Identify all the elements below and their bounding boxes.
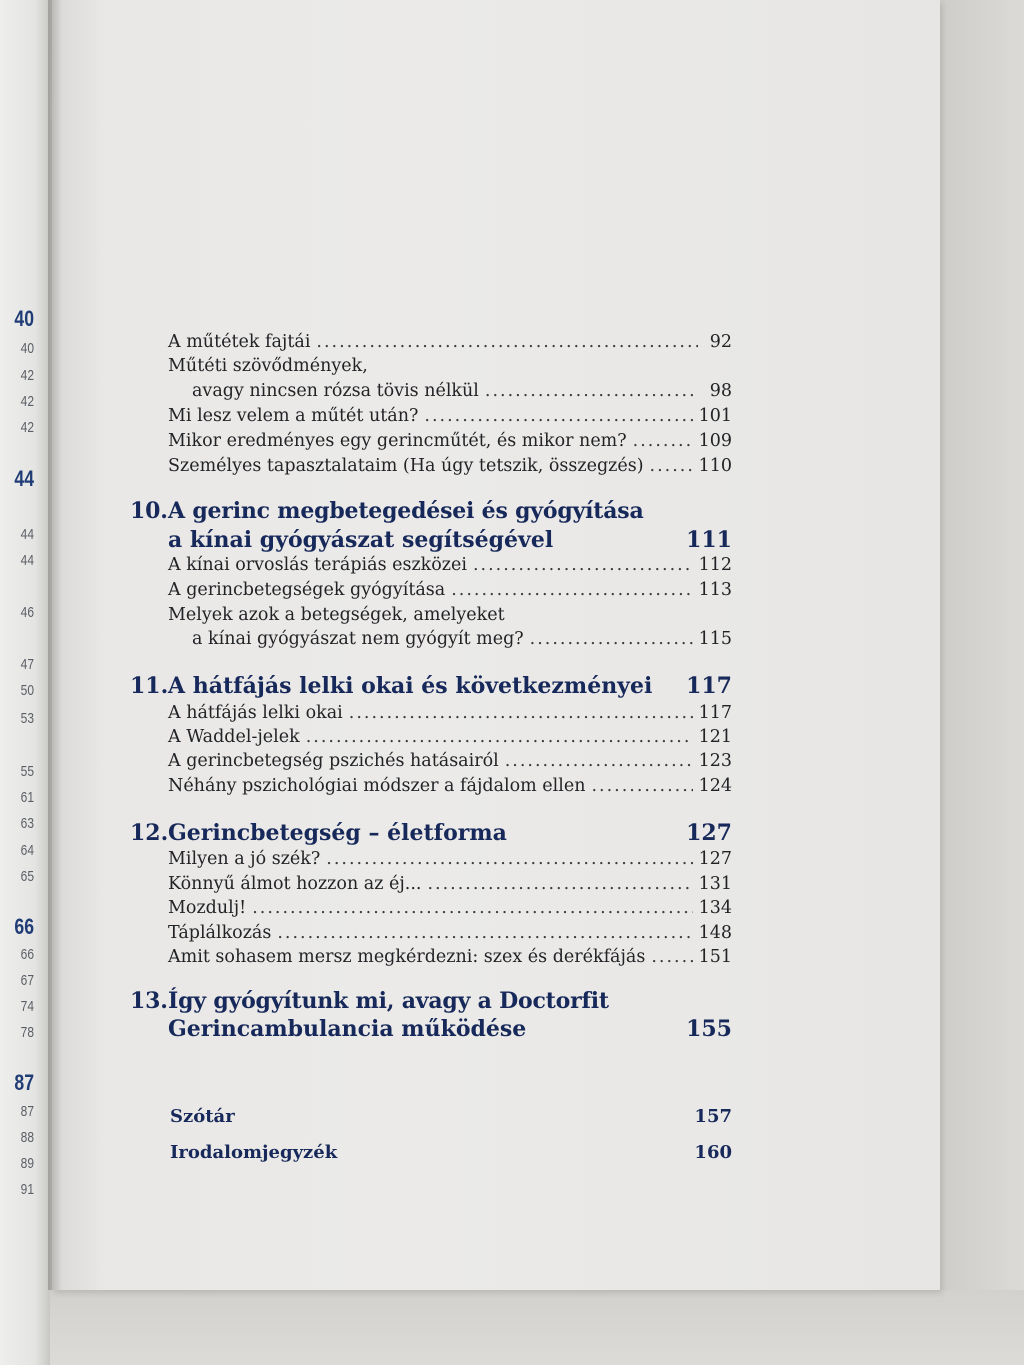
entry-title: Táplálkozás [168, 923, 272, 943]
entry-title: A gerincbetegségek gyógyítása [168, 580, 446, 600]
margin-number: 42 [20, 419, 34, 436]
entry-title: Mi lesz velem a műtét után? [168, 406, 419, 426]
entry-title: Néhány pszichológiai módszer a fájdalom ellen [168, 776, 586, 796]
entry-page: 101 [698, 406, 732, 426]
margin-number: 42 [20, 393, 34, 410]
back-matter-entry [170, 1140, 732, 1166]
margin-number: 55 [20, 763, 34, 780]
chapter-page: 155 [686, 1016, 732, 1042]
margin-number: 40 [14, 306, 35, 331]
entry-page: 123 [698, 751, 732, 771]
toc-entry [168, 846, 732, 872]
entry-page: 121 [698, 727, 732, 747]
margin-number: 61 [20, 789, 34, 806]
margin-number: 74 [20, 998, 34, 1015]
chapter-heading-line2 [168, 1014, 732, 1044]
dot-leader [277, 920, 692, 946]
entry-title: Milyen a jó szék? [168, 849, 321, 869]
dot-leader [316, 329, 698, 355]
dot-leader [326, 846, 692, 872]
entry-page: 115 [698, 629, 732, 649]
margin-number: 66 [20, 946, 34, 963]
margin-number: 87 [20, 1103, 34, 1120]
margin-number: 44 [20, 552, 34, 569]
margin-number: 64 [20, 842, 34, 859]
entry-title: Szótár [170, 1106, 235, 1127]
entry-title: avagy nincsen rózsa tövis nélkül [192, 381, 479, 401]
dot-leader [651, 944, 692, 970]
margin-number: 65 [20, 868, 34, 885]
toc-entry [168, 773, 732, 799]
dot-leader [427, 871, 692, 897]
entry-title: Mozdulj! [168, 898, 247, 918]
entry-title: A Waddel-jelek [168, 727, 300, 747]
dot-leader [252, 895, 692, 921]
toc-entry [168, 724, 732, 750]
chapter-page: 111 [686, 527, 732, 553]
back-matter-entry [170, 1104, 732, 1130]
toc-entry [168, 871, 732, 897]
toc-entry [192, 378, 732, 404]
margin-number: 44 [14, 466, 35, 491]
toc-entry [168, 944, 732, 970]
entry-title: A kínai orvoslás terápiás eszközei [168, 555, 467, 575]
toc-entry [168, 453, 732, 479]
entry-page: 113 [698, 580, 732, 600]
entry-title: a kínai gyógyászat nem gyógyít meg? [192, 629, 524, 649]
entry-page: 127 [698, 849, 732, 869]
entry-title: Mikor eredményes egy gerincműtét, és mikor nem? [168, 431, 627, 451]
margin-number: 91 [20, 1181, 34, 1198]
toc-entry [168, 700, 732, 726]
dot-leader [505, 748, 693, 774]
dot-leader [591, 773, 692, 799]
margin-number: 88 [20, 1129, 34, 1146]
chapter-page: 117 [686, 673, 732, 699]
chapter-title-line2: Gerincambulancia működése [168, 1016, 527, 1042]
background-bottom [0, 1290, 1024, 1365]
chapter-title: A hátfájás lelki okai és következményei [168, 673, 653, 699]
dot-leader [451, 577, 692, 603]
chapter-title: Gerincbetegség – életforma [168, 820, 507, 846]
toc-entry [168, 552, 732, 578]
margin-number: 67 [20, 972, 34, 989]
entry-page: 131 [698, 874, 732, 894]
entry-title: Amit sohasem mersz megkérdezni: szex és derékfájás [168, 947, 646, 967]
chapter-heading [130, 986, 732, 1016]
margin-number: 87 [14, 1070, 35, 1095]
chapter-heading [130, 496, 732, 526]
dot-leader [485, 378, 698, 404]
entry-title: A műtétek fajtái [168, 332, 311, 352]
dot-leader [530, 626, 693, 652]
chapter-page: 127 [686, 820, 732, 846]
margin-number: 50 [20, 682, 34, 699]
margin-number: 40 [20, 340, 34, 357]
margin-number: 63 [20, 815, 34, 832]
toc-entry [168, 748, 732, 774]
dot-leader [349, 700, 693, 726]
entry-page: 148 [698, 923, 732, 943]
chapter-number: 10. [130, 498, 168, 524]
margin-number: 78 [20, 1024, 34, 1041]
entry-page: 98 [709, 381, 732, 401]
margin-number: 47 [20, 656, 34, 673]
chapter-number: 12. [130, 820, 169, 846]
entry-page: 110 [698, 456, 732, 476]
entry-page: 92 [709, 332, 732, 352]
margin-number: 46 [20, 604, 34, 621]
chapter-title-line1: A gerinc megbetegedései és gyógyítása [168, 498, 644, 524]
entry-page: 134 [698, 898, 732, 918]
dot-leader [473, 552, 693, 578]
chapter-number: 11. [130, 673, 169, 699]
entry-page: 157 [694, 1106, 732, 1127]
dot-leader [424, 403, 692, 429]
entry-page: 112 [698, 555, 732, 575]
margin-number: 42 [20, 367, 34, 384]
chapter-number: 13. [130, 988, 168, 1014]
toc-entry [168, 403, 732, 429]
entry-title: A gerincbetegség pszichés hatásairól [168, 751, 499, 771]
margin-number: 53 [20, 710, 34, 727]
chapter-heading [130, 818, 732, 848]
chapter-title-line2: a kínai gyógyászat segítségével [168, 527, 554, 553]
entry-title: A hátfájás lelki okai [168, 703, 343, 723]
entry-page: 109 [698, 431, 732, 451]
chapter-heading-line2 [168, 525, 732, 555]
entry-page: 124 [698, 776, 732, 796]
chapter-title-line1: Így gyógyítunk mi, avagy a Doctorfit [168, 988, 609, 1014]
margin-number: 89 [20, 1155, 34, 1172]
toc-entry [192, 626, 732, 652]
entry-page: 117 [698, 703, 732, 723]
entry-title-line1: Melyek azok a betegségek, amelyeket [168, 605, 505, 625]
entry-page: 151 [698, 947, 732, 967]
chapter-heading [130, 671, 732, 701]
margin-number: 66 [14, 914, 35, 939]
toc-entry [168, 428, 732, 454]
toc-entry [168, 577, 732, 603]
entry-title-line1: Műtéti szövődmények, [168, 356, 368, 376]
entry-page: 160 [694, 1142, 732, 1163]
dot-leader [633, 428, 693, 454]
margin-number: 44 [20, 526, 34, 543]
entry-title: Személyes tapasztalataim (Ha úgy tetszik, összegzés) [168, 456, 644, 476]
entry-title: Könnyű álmot hozzon az éj... [168, 874, 422, 894]
dot-leader [650, 453, 693, 479]
toc-entry [168, 920, 732, 946]
toc-entry [168, 895, 732, 921]
entry-title: Irodalomjegyzék [170, 1142, 338, 1163]
dot-leader [306, 724, 693, 750]
toc-entry [168, 329, 732, 355]
